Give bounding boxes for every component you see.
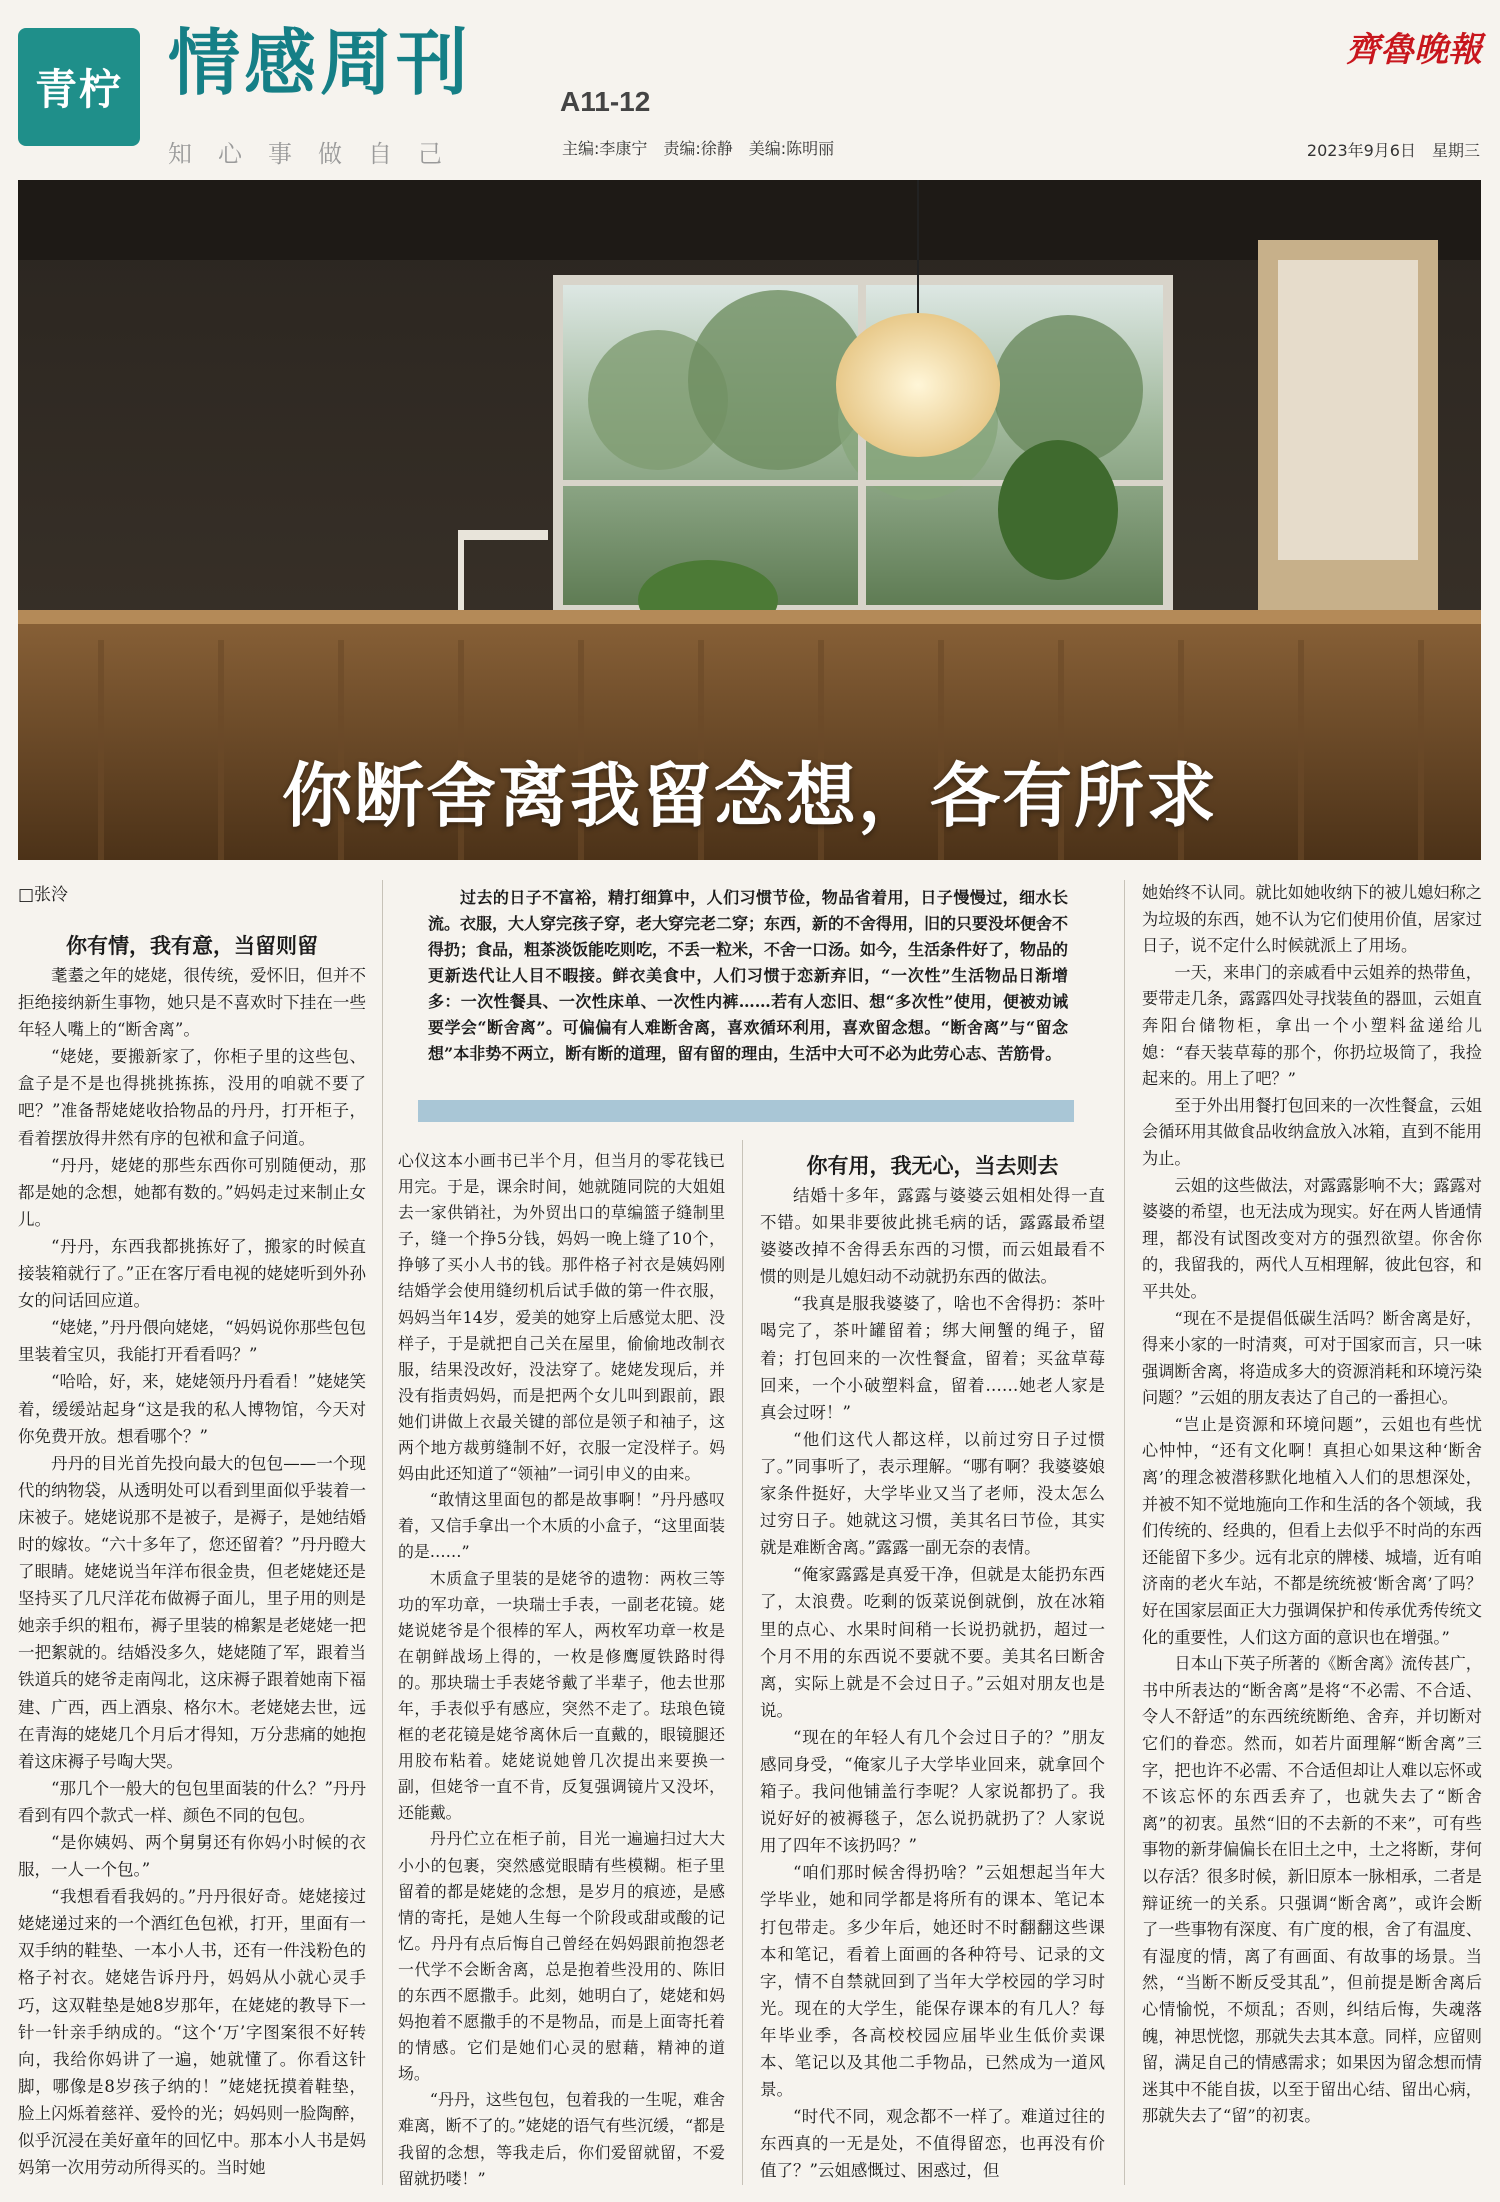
section-title: 情感周刊 [168, 20, 473, 105]
article-column-2 [398, 1148, 725, 2192]
paragraph: “俺家露露是真爱干净，但就是太能扔东西了，太浪费。吃剩的饭菜说倒就倒，放在冰箱里的点心、水果时间稍一长说扔就扔，超过一个月不用的东西说不要就不要。美其名曰断舍离，实际上就是不会过日子。”云姐对朋友也是说。 [760, 1565, 1105, 1720]
paragraph: “咱们那时候舍得扔啥？”云姐想起当年大学毕业，她和同学都是将所有的课本、笔记本打包带走。多少年后，她还时不时翻翻这些课本和笔记，看着上面画的各种符号、记录的文字，情不自禁就回到了当年大学校园的学习时光。现在的大学生，能保存课本的有几人？每年毕业季，各高校校园应届毕业生低价卖课本、笔记以及其他二手物品，已然成为一道风景。 [760, 1863, 1105, 2100]
paragraph: “姥姥，要搬新家了，你柜子里的这些包、盒子是不是也得挑挑拣拣，没用的咱就不要了吧？”准备帮姥姥收拾物品的丹丹，打开柜子，看着摆放得井然有序的包袱和盒子问道。 [18, 1047, 366, 1148]
logo [18, 28, 140, 146]
article-column-4 [1142, 880, 1482, 2130]
paragraph: “姥姥，”丹丹偎向姥姥，“妈妈说你那些包包里装着宝贝，我能打开看看吗？” [18, 1318, 366, 1365]
paragraph: “时代不同，观念都不一样了。难道过往的东西真的一无是处，不值得留恋，也再没有价值了？”云姐感慨过、困惑过，但 [760, 2107, 1105, 2181]
paragraph: “岂止是资源和环境问题”，云姐也有些忧心忡忡，“还有文化啊！真担心如果这种‘断舍离’的理念被潜移默化地植入人们的思想深处，并被不知不觉地施向工作和生活的各个领域，我们传统的、经典的，但看上去似乎不时尚的东西还能留下多少。远有北京的牌楼、城墙，近有咱济南的老火车站，不都是统统被‘断舍离’了吗？好在国家层面正大力强调保护和传承优秀传统文化的重要性，人们这方面的意识也在增强。” [1142, 1414, 1482, 1647]
logo-text: 青柠 [34, 65, 123, 114]
paragraph: “丹丹，姥姥的那些东西你可别随便动，那都是她的念想，她都有数的。”妈妈走过来制止女儿。 [18, 1155, 366, 1229]
paragraph: “哈哈，好，来，姥姥领丹丹看看！”姥姥笑着，缓缓站起身“这是我的私人博物馆，今天对你免费开放。想看哪个？” [18, 1372, 366, 1446]
paragraph: 日本山下英子所著的《断舍离》流传甚广，书中所表达的“断舍离”是将“不必需、不合适、令人不舒适”的东西统统断绝、舍弃，并切断对它们的眷恋。然而，如若片面理解“断舍离”三字，把也许不必需、不合适但却让人难以忘怀或不该忘怀的东西丢弃了，也就失去了“断舍离”的初衷。虽然“旧的不去新的不来”，可有些事物的新芽偏偏长在旧土之中，土之将断，芽何以存活？很多时候，新旧原本一脉相承，二者是辩证统一的关系。只强调“断舍离”，或许会断了一些事物有深度、有广度的根，舍了有温度、有湿度的情，离了有画面、有故事的场景。当然，“当断不断反受其乱”，但前提是断舍离后心情愉悦，不烦乱；否则，纠结后悔，失魂落魄，神思恍惚，那就失去其本意。同样，应留则留，满足自己的情感需求；如果因为留念想而情迷其中不能自拔，以至于留出心结、留出心病，那就失去了“留”的初衷。 [1142, 1654, 1482, 2126]
paragraph: 她始终不认同。就比如她收纳下的被儿媳妇称之为垃圾的东西，她不认为它们使用价值，居家过日子，说不定什么时候就派上了用场。 [1142, 883, 1482, 956]
paragraph: 木质盒子里装的是姥爷的遗物：两枚三等功的军功章，一块瑞士手表，一副老花镜。姥姥说姥爷是个很棒的军人，两枚军功章一枚是在朝鲜战场上得的，一枚是修鹰厦铁路时得的。那块瑞士手表姥爷戴了半辈子，他去世那年，手表似乎有感应，突然不走了。珐琅色镜框的老花镜是姥爷离休后一直戴的，眼镜腿还用胶布粘着。姥姥说她曾几次提出来要换一副，但姥爷一直不肯，反复强调镜片又没坏，还能戴。 [398, 1568, 725, 1823]
paragraph: “我想看看我妈的。”丹丹很好奇。姥姥接过姥姥递过来的一个酒红色包袱，打开，里面有一双手纳的鞋垫、一本小人书，还有一件浅粉色的格子衬衣。姥姥告诉丹丹，妈妈从小就心灵手巧，这双鞋垫是她8岁那年，在姥姥的教导下一针一针亲手纳成的。“这个‘万’字图案很不好转向，我给你妈讲了一遍，她就懂了。你看这针脚，哪像是8岁孩子纳的！”姥姥抚摸着鞋垫，脸上闪烁着慈祥、爱怜的光；妈妈则一脸陶醉，似乎沉浸在美好童年的回忆中。那本小人书是妈妈第一次用劳动所得买的。当时她 [18, 1887, 366, 2178]
slogan: 知心事做自己 [168, 140, 468, 168]
paragraph: “丹丹，东西我都挑拣好了，搬家的时候直接装箱就行了。”正在客厅看电视的姥姥听到外孙女的问话回应道。 [18, 1236, 366, 1311]
paragraph: “丹丹，这些包包，包着我的一生呢，难舍难离，断不了的。”姥姥的语气有些沉缓，“都是我留的念想，等我走后，你们爱留就留，不爱留就扔喽！” [398, 2090, 725, 2188]
paragraph: “是你姨妈、两个舅舅还有你妈小时候的衣服，一人一个包。” [18, 1833, 366, 1880]
column-rule [742, 1140, 743, 2185]
editor-credits: 主编:李康宁 责编:徐静 美编:陈明丽 [562, 139, 835, 158]
paragraph: 云姐的这些做法，对露露影响不大；露露对婆婆的希望，也无法成为现实。好在两人皆通情理，都没有试图改变对方的强烈欲望。你舍你的，我留我的，两代人互相理解，彼此包容，和平共处。 [1142, 1175, 1482, 1301]
paragraph: 一天，来串门的亲戚看中云姐养的热带鱼，要带走几条，露露四处寻找装鱼的器皿，云姐直奔阳台储物柜，拿出一个小塑料盆递给儿媳：“春天装草莓的那个，你扔垃圾筒了，我捡起来的。用上了吧？” [1142, 962, 1482, 1089]
page-range: A11-12 [560, 86, 651, 117]
subheading: 你有情，我有意，当留则留 [66, 933, 318, 958]
paragraph: 至于外出用餐打包回来的一次性餐盒，云姐会循环用其做食品收纳盒放入冰箱，直到不能用为止。 [1142, 1095, 1482, 1168]
paragraph: 结婚十多年，露露与婆婆云姐相处得一直不错。如果非要彼此挑毛病的话，露露最希望婆婆改掉不舍得丢东西的习惯，而云姐最看不惯的则是儿媳妇动不动就扔东西的做法。 [760, 1186, 1105, 1287]
article-column-3 [760, 1150, 1105, 2184]
subheading: 你有用，我无心，当去则去 [806, 1153, 1059, 1178]
byline: □张泠 [18, 885, 69, 905]
paragraph: “他们这代人都这样，以前过穷日子过惯了。”同事听了，表示理解。“哪有啊？我婆婆娘家条件挺好，大学毕业又当了老师，没太怎么过穷日子。她就这习惯，美其名曰节俭，其实就是难断舍离。”露露一副无奈的表情。 [760, 1429, 1105, 1558]
paragraph: “那几个一般大的包包里面装的什么？”丹丹看到有四个款式一样、颜色不同的包包。 [18, 1778, 366, 1825]
newspaper-name: 齊魯晚報 [1346, 30, 1482, 70]
column-rule [382, 880, 383, 2185]
paragraph: “敢情这里面包的都是故事啊！”丹丹感叹着，又信手拿出一个木质的小盒子，“这里面装的是……” [398, 1490, 725, 1562]
paragraph: 耄耋之年的姥姥，很传统，爱怀旧，但并不拒绝接纳新生事物，她只是不喜欢时下挂在一些年轻人嘴上的“断舍离”。 [18, 966, 366, 1040]
article-column-1 [18, 930, 366, 2181]
intro-divider-bar [418, 1100, 1074, 1122]
paragraph: “现在不是提倡低碳生活吗？断舍离是好，得来小家的一时清爽，可对于国家而言，只一味强调断舍离，将造成多大的资源消耗和环境污染问题？”云姐的朋友表达了自己的一番担心。 [1142, 1308, 1482, 1408]
paragraph: “我真是服我婆婆了，啥也不舍得扔：茶叶喝完了，茶叶罐留着；绑大闸蟹的绳子，留着；打包回来的一次性餐盒，留着；买盆草莓回来，一个小破塑料盒，留着……她老人家是真会过呀！” [760, 1294, 1105, 1422]
intro-summary [428, 885, 1068, 1067]
paragraph: 心仪这本小画书已半个月，但当月的零花钱已用完。于是，课余时间，她就随同院的大姐姐去一家供销社，为外贸出口的草编篮子缝制里子，缝一个挣5分钱，妈妈一晚上缝了10个，挣够了买小人书的钱。那件格子衬衣是姨妈刚结婚学会使用缝纫机后试手做的第一件衣服，妈妈当年14岁，爱美的她穿上后感觉太肥、没样子，于是就把自己关在屋里，偷偷地改制衣服，结果没改好，没法穿了。姥姥发现后，并没有指责妈妈，而是把两个女儿叫到跟前，跟她们讲做上衣最关键的部位是领子和袖子，这两个地方裁剪缝制不好，衣服一定没样子。妈妈由此还知道了“领袖”一词引申义的由来。 [398, 1151, 725, 1484]
intro-text: 过去的日子不富裕，精打细算中，人们习惯节俭，物品省着用，日子慢慢过，细水长流。衣服，大人穿完孩子穿，老大穿完老二穿；东西，新的不舍得用，旧的只要没坏便舍不得扔；食品，粗茶淡饭能吃则吃，不丢一粒米，不舍一口汤。如今，生活条件好了，物品的更新迭代让人目不暇接。鲜衣美食中，人们习惯于恋新弃旧，“一次性”生活物品日渐增多：一次性餐具、一次性床单、一次性内裤……若有人恋旧、想“多次性”使用，便被劝诫要学会“断舍离”。可偏偏有人难断舍离，喜欢循环利用，喜欢留念想。“断舍离”与“留念想”本非势不两立，断有断的道理，留有留的理由，生活中大可不必为此劳心志、苦筋骨。 [428, 888, 1069, 1063]
paragraph: “现在的年轻人有几个会过日子的？”朋友感同身受，“俺家儿子大学毕业回来，就拿回个箱子。我问他铺盖行李呢？人家说都扔了。我说好好的被褥毯子，怎么说扔就扔了？人家说用了四年不该扔吗？” [760, 1727, 1105, 1856]
headline: 你断舍离我留念想，各有所求 [282, 754, 1218, 837]
paragraph: 丹丹伫立在柜子前，目光一遍遍扫过大大小小的包裹，突然感觉眼睛有些模糊。柜子里留着的都是姥姥的念想，是岁月的痕迹，是感情的寄托，是她人生每一个阶段或甜或酸的记忆。丹丹有点后悔自己曾经在妈妈跟前抱怨老一代学不会断舍离，总是抱着些没用的、陈旧的东西不愿撒手。此刻，她明白了，姥姥和妈妈抱着不愿撒手的不是物品，而是上面寄托着的情感。它们是她们心灵的慰藉，精神的道场。 [398, 1829, 725, 2084]
paragraph: 丹丹的目光首先投向最大的包包——一个现代的纳物袋，从透明处可以看到里面似乎装着一床被子。姥姥说那不是被子，是褥子，是她结婚时的嫁妆。“六十多年了，您还留着？”丹丹瞪大了眼睛。姥姥说当年洋布很金贵，但老姥姥还是坚持买了几尺洋花布做褥子面儿，里子用的则是她亲手织的粗布，褥子里装的棉絮是老姥姥一把一把絮就的。结婚没多久，姥姥随了军，跟着当铁道兵的姥爷走南闯北，这床褥子跟着她南下福建、广西，西上酒泉、格尔木。老姥姥去世，远在青海的姥姥几个月后才得知，万分悲痛的她抱着这床褥子号啕大哭。 [18, 1453, 366, 1771]
column-rule [1124, 880, 1125, 2185]
issue-date: 2023年9月6日 星期三 [1306, 141, 1480, 160]
